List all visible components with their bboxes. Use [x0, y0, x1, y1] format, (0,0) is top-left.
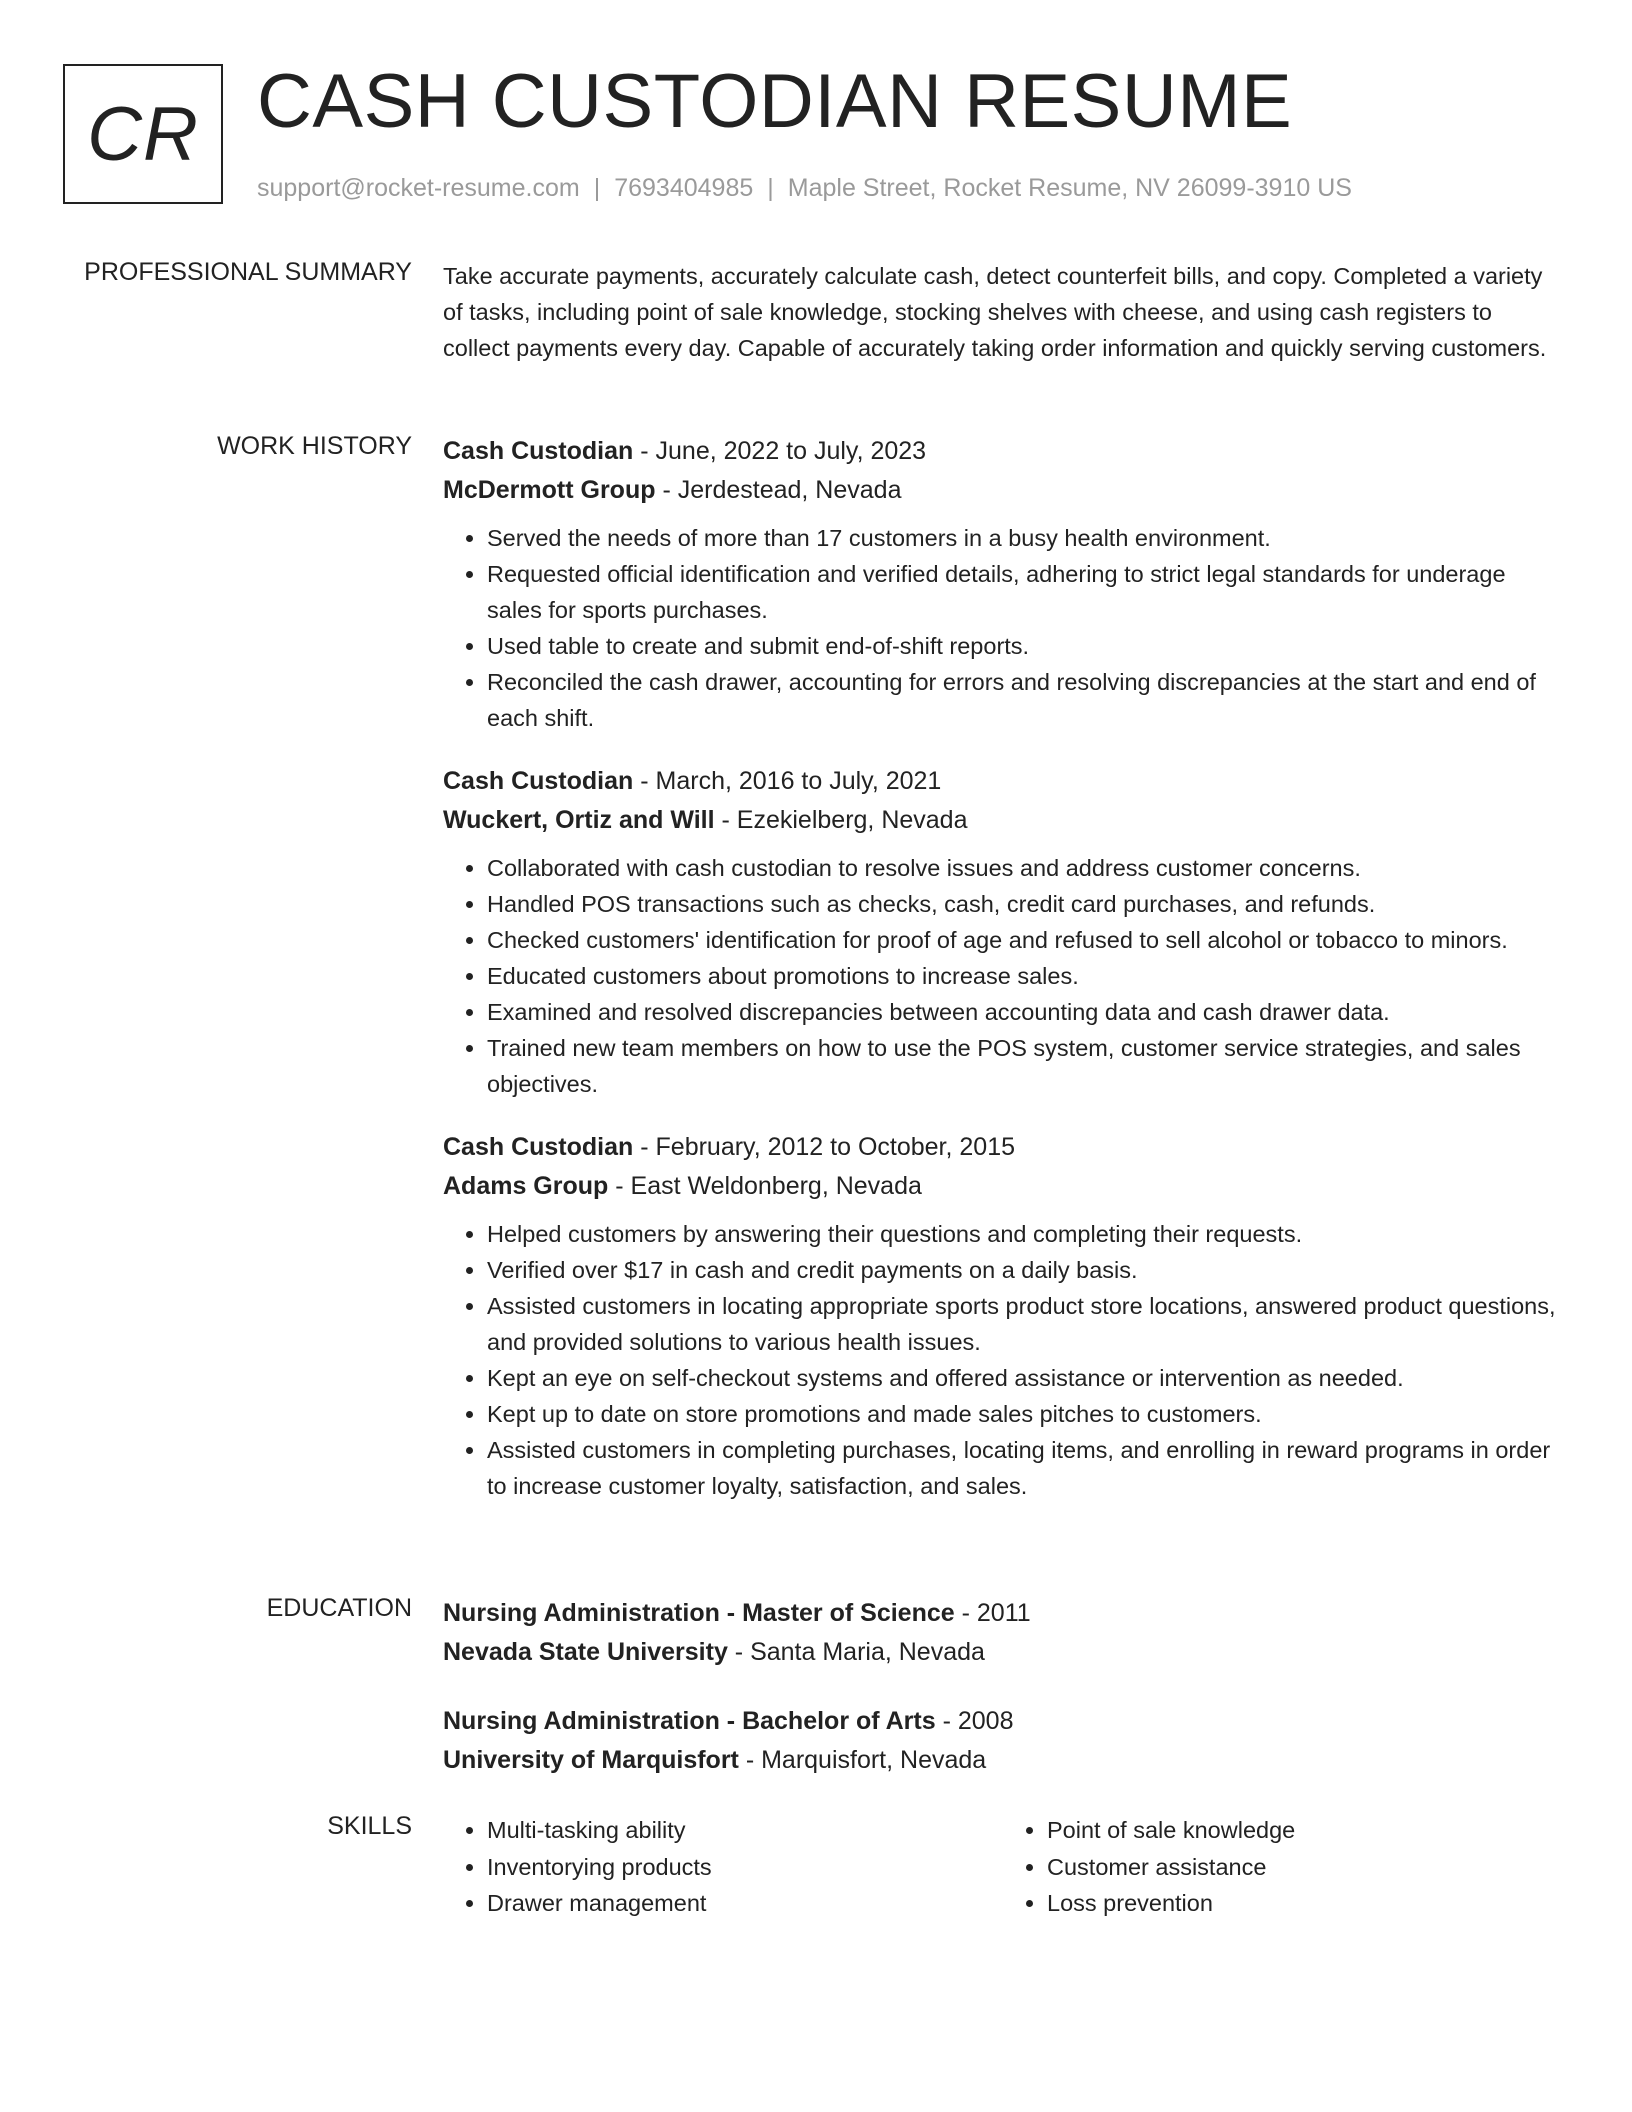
- job-title: Cash Custodian: [443, 767, 634, 795]
- job-bullet: • Checked customers' identification for proof of age and refused to sell alcohol or tobacco to minors.: [487, 922, 1563, 958]
- summary-heading: PROFESSIONAL SUMMARY: [84, 258, 412, 286]
- education-heading: EDUCATION: [266, 1594, 412, 1622]
- job-dates: - June, 2022 to July, 2023: [633, 437, 927, 465]
- job-bullet: • Handled POS transactions such as checks, cash, credit card purchases, and refunds.: [487, 886, 1563, 922]
- education-school: University of Marquisfort: [443, 1746, 739, 1774]
- job-bullet: • Educated customers about promotions to increase sales.: [487, 958, 1563, 994]
- work-history-body: [443, 432, 1563, 1530]
- job-bullet: • Helped customers by answering their questions and completing their requests.: [487, 1216, 1563, 1252]
- skill-item: • Point of sale knowledge: [1047, 1812, 1563, 1849]
- job-title-line: [443, 432, 1563, 471]
- skills-heading: SKILLS: [327, 1812, 412, 1840]
- education-school: Nevada State University: [443, 1638, 728, 1666]
- job-bullet: • Assisted customers in locating appropriate sports product store locations, answered product questions, and provided solutions to various health issues.: [487, 1288, 1563, 1360]
- education-location: - Marquisfort, Nevada: [738, 1746, 987, 1774]
- job-bullet: • Kept up to date on store promotions and made sales pitches to customers.: [487, 1396, 1563, 1432]
- skill-item: • Multi-tasking ability: [487, 1812, 1003, 1849]
- skills-list-right: [1003, 1812, 1563, 1922]
- job-bullet: • Assisted customers in completing purchases, locating items, and enrolling in reward programs in order to increase customer loyalty, satisfaction, and sales.: [487, 1432, 1563, 1504]
- job-bullet: • Kept an eye on self-checkout systems and offered assistance or intervention as needed.: [487, 1360, 1563, 1396]
- job-title: Cash Custodian: [443, 1133, 634, 1161]
- job-dates: - March, 2016 to July, 2021: [633, 767, 942, 795]
- job-company-line: [443, 1167, 1563, 1206]
- work-history-heading: WORK HISTORY: [217, 432, 412, 460]
- education-degree: Nursing Administration - Bachelor of Arts: [443, 1707, 936, 1735]
- education-degree-line: [443, 1702, 1563, 1741]
- contact-separator: |: [767, 174, 774, 202]
- job-title-line: [443, 762, 1563, 801]
- page-title: CASH CUSTODIAN RESUME: [257, 59, 1293, 144]
- education-location: - Santa Maria, Nevada: [727, 1638, 985, 1666]
- education-school-line: [443, 1741, 1563, 1780]
- job-bullet: • Examined and resolved discrepancies between accounting data and cash drawer data.: [487, 994, 1563, 1030]
- job-bullets: [443, 520, 1563, 736]
- contact-line: [257, 174, 1352, 203]
- job-bullet: • Served the needs of more than 17 customers in a busy health environment.: [487, 520, 1563, 556]
- job-bullet: • Reconciled the cash drawer, accounting for errors and resolving discrepancies at the start and end of each shift.: [487, 664, 1563, 736]
- job-bullet: • Trained new team members on how to use the POS system, customer service strategies, and sales objectives.: [487, 1030, 1563, 1102]
- job-title-line: [443, 1128, 1563, 1167]
- job-entry: [443, 432, 1563, 736]
- job-company: Adams Group: [443, 1172, 609, 1200]
- skill-item: • Customer assistance: [1047, 1849, 1563, 1886]
- job-entry: [443, 762, 1563, 1102]
- job-dates: - February, 2012 to October, 2015: [633, 1133, 1015, 1161]
- summary-body: [443, 258, 1563, 366]
- skills-body: [443, 1812, 1563, 1922]
- job-location: - Ezekielberg, Nevada: [714, 806, 968, 834]
- job-company-line: [443, 471, 1563, 510]
- skill-item: • Loss prevention: [1047, 1885, 1563, 1922]
- education-entry: [443, 1594, 1563, 1672]
- job-location: - East Weldonberg, Nevada: [608, 1172, 922, 1200]
- job-company-line: [443, 801, 1563, 840]
- contact-phone: 7693404985: [614, 174, 754, 202]
- monogram-logo: CR: [63, 64, 223, 204]
- job-bullet: • Requested official identification and verified details, adhering to strict legal standards for underage sales for sports purchases.: [487, 556, 1563, 628]
- skill-item: • Drawer management: [487, 1885, 1003, 1922]
- education-school-line: [443, 1633, 1563, 1672]
- job-entry: [443, 1128, 1563, 1504]
- education-body: [443, 1594, 1563, 1810]
- education-year: - 2008: [935, 1707, 1014, 1735]
- contact-address: Maple Street, Rocket Resume, NV 26099-3910 US: [787, 174, 1352, 202]
- job-title: Cash Custodian: [443, 437, 634, 465]
- skills-grid: [443, 1812, 1563, 1922]
- skills-list-left: [443, 1812, 1003, 1922]
- resume-header: [63, 59, 1563, 214]
- contact-separator: |: [593, 174, 601, 202]
- summary-text: Take accurate payments, accurately calculate cash, detect counterfeit bills, and copy. Completed a variety of tasks, including point of sale knowledge, stocking shelves with cheese, and using cash registers to collect payments every day. Capable of accurately taking order information and quickly serving customers.: [443, 263, 1547, 361]
- skill-item: • Inventorying products: [487, 1849, 1003, 1886]
- job-bullet: • Used table to create and submit end-of-shift reports.: [487, 628, 1563, 664]
- job-bullet: • Verified over $17 in cash and credit payments on a daily basis.: [487, 1252, 1563, 1288]
- job-company: McDermott Group: [443, 476, 656, 504]
- job-bullets: [443, 850, 1563, 1102]
- job-bullets: [443, 1216, 1563, 1504]
- job-location: - Jerdestead, Nevada: [655, 476, 902, 504]
- education-entry: [443, 1702, 1563, 1780]
- job-bullet: • Collaborated with cash custodian to resolve issues and address customer concerns.: [487, 850, 1563, 886]
- education-degree-line: [443, 1594, 1563, 1633]
- education-year: - 2011: [954, 1599, 1031, 1627]
- job-company: Wuckert, Ortiz and Will: [443, 806, 715, 834]
- contact-email: support@rocket-resume.com: [257, 174, 580, 202]
- education-degree: Nursing Administration - Master of Science: [443, 1599, 955, 1627]
